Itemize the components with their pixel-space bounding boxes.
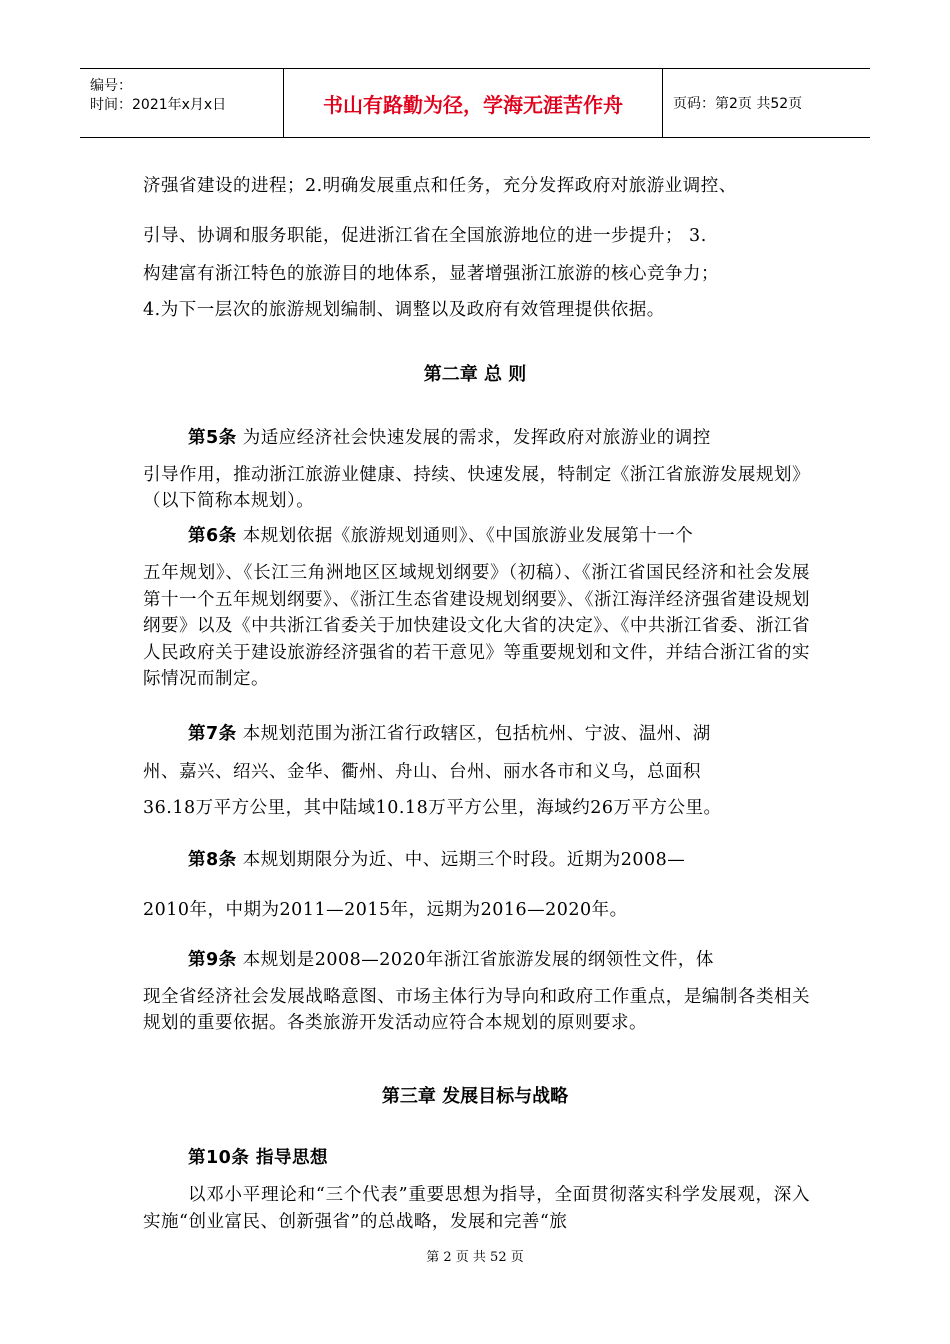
article-10-heading-line: [143, 1144, 810, 1169]
header-meta-cell: [80, 69, 284, 137]
article-5-line1: 为适应经济社会快速发展的需求，发挥政府对旅游业的调控: [236, 428, 711, 448]
article-7-line-3: 36.18万平方公里，其中陆域10.18万平方公里，海域约26万平方公里。: [143, 798, 722, 818]
article-6-text: 五年规划》、《长江三角洲地区区域规划纲要》（初稿）、《浙江省国民经济和社会发展第十一个五年规划纲要》、《浙江生态省建设规划纲要》、《浙江海洋经济强省建设规划纲要》以及《中共浙江省委关于加快建设文化大省的决定》、《中共浙江省委、浙江省人民政府关于建设旅游经济强省的若干意见》等重要规划和文件，并结合浙江省的实际情况而制定。: [143, 563, 810, 689]
article-5-text: 引导作用，推动浙江旅游业健康、持续、快速发展，特制定《浙江省旅游发展规划》（以下简称本规划）。: [143, 465, 810, 511]
article-10-heading: 指导思想: [249, 1148, 328, 1168]
article-6-first-line: [143, 522, 810, 547]
article-5-first-line: [143, 424, 810, 449]
article-8-line1: 本规划期限分为近、中、远期三个时段。近期为2008—: [236, 850, 686, 870]
document-header: [80, 68, 870, 138]
article-9-label: 第9条: [188, 950, 237, 970]
chapter-3-title: 第三章 发展目标与战略: [381, 1086, 569, 1107]
chapter-2-title: 第二章 总 则: [423, 364, 527, 385]
intro-line-3: 构建富有浙江特色的旅游目的地体系，显著增强浙江旅游的核心竞争力；: [143, 264, 719, 284]
article-8-label: 第8条: [188, 850, 237, 870]
article-5-label: 第5条: [188, 428, 237, 448]
page-info: 页码：第2页 共52页: [673, 96, 803, 112]
time-label: 时间：2021年x月x日: [90, 97, 227, 113]
article-7-line-2: 州、嘉兴、绍兴、金华、衢州、舟山、台州、丽水各市和义乌，总面积: [143, 762, 701, 782]
article-6-label: 第6条: [188, 526, 237, 546]
intro-line-1: 济强省建设的进程；2.明确发展重点和任务，充分发挥政府对旅游业调控、: [143, 176, 737, 196]
article-10-text: 以邓小平理论和“三个代表”重要思想为指导，全面贯彻落实科学发展观，深入实施“创业富民、创新强省”的总战略，发展和完善“旅: [143, 1185, 810, 1232]
article-7-first-line: [143, 720, 810, 745]
article-7-label: 第7条: [188, 724, 237, 744]
article-8-line-2: 2010年，中期为2011—2015年，远期为2016—2020年。: [143, 900, 628, 920]
intro-line-4: 4.为下一层次的旅游规划编制、调整以及政府有效管理提供依据。: [143, 300, 665, 320]
article-9-first-line: [143, 946, 810, 971]
number-label: 编号：: [90, 78, 132, 94]
page-footer: 第 2 页 共 52 页: [426, 1250, 524, 1265]
article-6-line1: 本规划依据《旅游规划通则》、《中国旅游业发展第十一个: [236, 526, 694, 546]
article-7-line1: 本规划范围为浙江省行政辖区，包括杭州、宁波、温州、湖: [236, 724, 711, 744]
article-9-text: 现全省经济社会发展战略意图、市场主体行为导向和政府工作重点，是编制各类相关规划的重要依据。各类旅游开发活动应符合本规划的原则要求。: [143, 987, 810, 1033]
article-9-line1: 本规划是2008—2020年浙江省旅游发展的纲领性文件，体: [236, 950, 714, 970]
article-10-label: 第10条: [188, 1148, 250, 1168]
article-8-first-line: [143, 846, 810, 871]
intro-line-2: 引导、协调和服务职能，促进浙江省在全国旅游地位的进一步提升； 3.: [143, 226, 707, 246]
motto: 书山有路勤为径，学海无涯苦作舟: [284, 69, 663, 137]
